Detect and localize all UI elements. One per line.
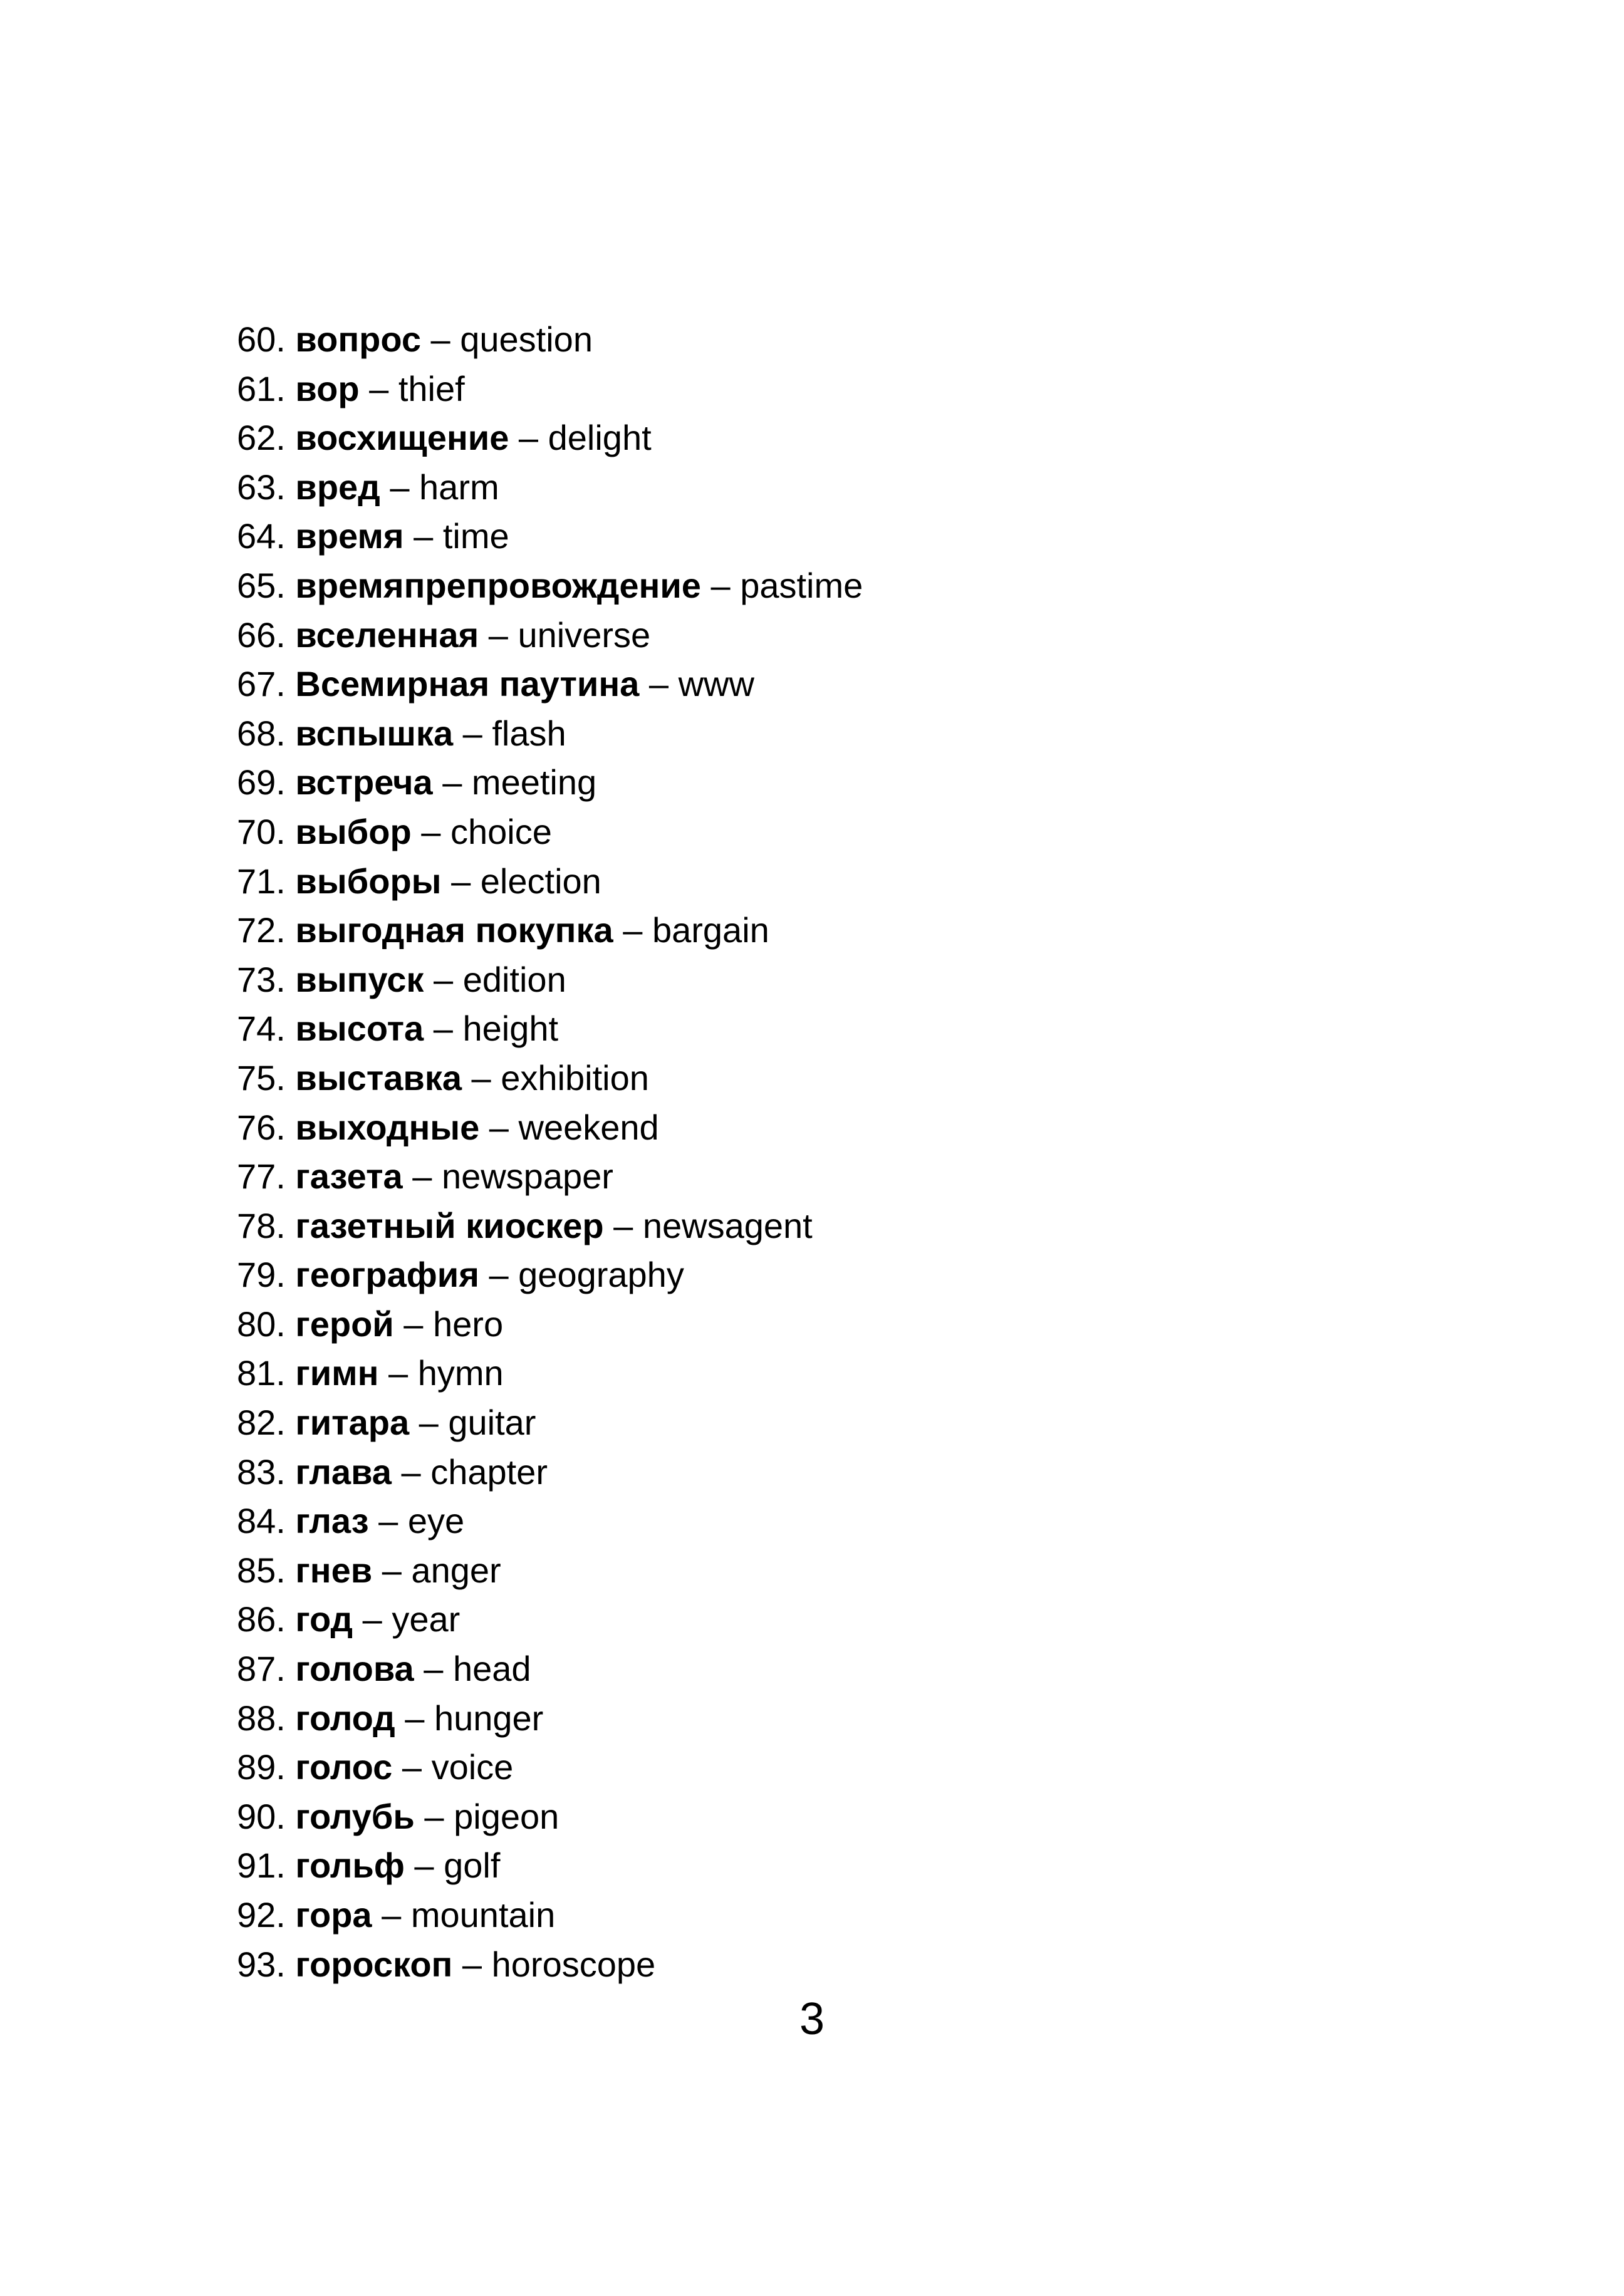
russian-word: глаз xyxy=(295,1501,369,1541)
vocabulary-entry xyxy=(237,1054,863,1103)
vocabulary-entry xyxy=(237,808,863,857)
separator-dash: – xyxy=(462,1944,482,1984)
russian-word: гимн xyxy=(295,1353,379,1393)
separator-dash: – xyxy=(414,516,434,556)
entry-number: 72. xyxy=(237,910,286,950)
english-translation: head xyxy=(452,1649,531,1689)
separator-dash: – xyxy=(414,1846,434,1886)
separator-dash: – xyxy=(369,368,389,408)
russian-word: восхищение xyxy=(295,418,509,458)
vocabulary-entry xyxy=(237,1940,863,1990)
entry-number: 77. xyxy=(237,1156,286,1197)
entry-number: 91. xyxy=(237,1846,286,1886)
russian-word: гитара xyxy=(295,1403,410,1443)
russian-word: география xyxy=(295,1255,479,1295)
english-translation: newspaper xyxy=(441,1156,613,1197)
vocabulary-entry xyxy=(237,758,863,808)
entry-number: 60. xyxy=(237,319,286,359)
vocabulary-entry xyxy=(237,660,863,709)
entry-number: 62. xyxy=(237,418,286,458)
entry-number: 65. xyxy=(237,565,286,605)
vocabulary-entry xyxy=(237,463,863,512)
separator-dash: – xyxy=(405,1698,425,1738)
russian-word: глава xyxy=(295,1452,392,1492)
entry-number: 80. xyxy=(237,1304,286,1344)
separator-dash: – xyxy=(382,1895,402,1935)
vocabulary-entry xyxy=(237,1398,863,1448)
russian-word: голова xyxy=(295,1649,414,1689)
separator-dash: – xyxy=(433,959,454,999)
vocabulary-entry xyxy=(237,1595,863,1644)
separator-dash: – xyxy=(489,1255,509,1295)
separator-dash: – xyxy=(613,1205,633,1245)
separator-dash: – xyxy=(648,664,669,704)
separator-dash: – xyxy=(403,1304,424,1344)
russian-word: год xyxy=(295,1599,353,1639)
russian-word: выбор xyxy=(295,811,412,851)
english-translation: eye xyxy=(407,1501,465,1541)
english-translation: chapter xyxy=(430,1452,548,1492)
russian-word: вопрос xyxy=(295,319,421,359)
english-translation: pigeon xyxy=(454,1796,560,1836)
separator-dash: – xyxy=(424,1649,444,1689)
separator-dash: – xyxy=(623,910,643,950)
entry-number: 67. xyxy=(237,664,286,704)
vocabulary-entry xyxy=(237,1202,863,1251)
vocabulary-entry xyxy=(237,1792,863,1842)
english-translation: voice xyxy=(431,1747,514,1787)
russian-word: выборы xyxy=(295,861,442,901)
english-translation: thief xyxy=(398,368,465,408)
vocabulary-entry xyxy=(237,1841,863,1891)
vocabulary-entry xyxy=(237,857,863,906)
entry-number: 89. xyxy=(237,1747,286,1787)
entry-number: 93. xyxy=(237,1944,286,1984)
entry-number: 92. xyxy=(237,1895,286,1935)
english-translation: flash xyxy=(492,713,566,753)
russian-word: времяпрепровождение xyxy=(295,565,701,605)
english-translation: meeting xyxy=(471,762,597,803)
vocabulary-entry xyxy=(237,1743,863,1792)
vocabulary-entry xyxy=(237,1004,863,1054)
russian-word: встреча xyxy=(295,762,433,803)
separator-dash: – xyxy=(430,319,450,359)
separator-dash: – xyxy=(710,565,731,605)
entry-number: 87. xyxy=(237,1649,286,1689)
separator-dash: – xyxy=(421,811,441,851)
russian-word: выгодная покупка xyxy=(295,910,613,950)
entry-number: 84. xyxy=(237,1501,286,1541)
russian-word: Всемирная паутина xyxy=(295,664,640,704)
entry-number: 76. xyxy=(237,1107,286,1147)
entry-number: 71. xyxy=(237,861,286,901)
entry-number: 68. xyxy=(237,713,286,753)
english-translation: geography xyxy=(518,1255,684,1295)
english-translation: question xyxy=(460,319,593,359)
english-translation: hero xyxy=(433,1304,504,1344)
separator-dash: – xyxy=(451,861,471,901)
english-translation: bargain xyxy=(652,910,769,950)
russian-word: голод xyxy=(295,1698,395,1738)
russian-word: вселенная xyxy=(295,615,479,655)
vocabulary-entry xyxy=(237,1300,863,1349)
entry-number: 85. xyxy=(237,1550,286,1590)
english-translation: weekend xyxy=(518,1107,659,1147)
vocabulary-entry xyxy=(237,365,863,414)
separator-dash: – xyxy=(401,1452,421,1492)
entry-number: 66. xyxy=(237,615,286,655)
english-translation: time xyxy=(442,516,509,556)
russian-word: гольф xyxy=(295,1846,405,1886)
english-translation: mountain xyxy=(410,1895,556,1935)
entry-number: 75. xyxy=(237,1057,286,1098)
russian-word: вор xyxy=(295,368,360,408)
vocabulary-entry xyxy=(237,1694,863,1743)
separator-dash: – xyxy=(378,1501,398,1541)
russian-word: голубь xyxy=(295,1796,415,1836)
english-translation: election xyxy=(480,861,601,901)
separator-dash: – xyxy=(424,1796,444,1836)
russian-word: время xyxy=(295,516,404,556)
vocabulary-entry xyxy=(237,955,863,1005)
english-translation: edition xyxy=(462,959,566,999)
entry-number: 74. xyxy=(237,1009,286,1049)
entry-number: 73. xyxy=(237,959,286,999)
vocabulary-entry xyxy=(237,1644,863,1694)
russian-word: высота xyxy=(295,1009,424,1049)
russian-word: голос xyxy=(295,1747,393,1787)
vocabulary-entry xyxy=(237,1103,863,1153)
russian-word: газета xyxy=(295,1156,403,1197)
english-translation: height xyxy=(462,1009,559,1049)
english-translation: anger xyxy=(411,1550,501,1590)
separator-dash: – xyxy=(382,1550,402,1590)
vocabulary-list xyxy=(237,315,863,1989)
vocabulary-entry xyxy=(237,1448,863,1497)
vocabulary-entry xyxy=(237,709,863,759)
english-translation: golf xyxy=(444,1846,501,1886)
russian-word: выпуск xyxy=(295,959,424,999)
separator-dash: – xyxy=(433,1009,453,1049)
english-translation: newsagent xyxy=(642,1205,813,1245)
separator-dash: – xyxy=(442,762,462,803)
english-translation: www xyxy=(678,664,754,704)
english-translation: hunger xyxy=(434,1698,544,1738)
entry-number: 88. xyxy=(237,1698,286,1738)
russian-word: газетный киоскер xyxy=(295,1205,604,1245)
vocabulary-entry xyxy=(237,512,863,561)
separator-dash: – xyxy=(419,1403,439,1443)
russian-word: выставка xyxy=(295,1057,462,1098)
entry-number: 64. xyxy=(237,516,286,556)
separator-dash: – xyxy=(471,1057,491,1098)
entry-number: 90. xyxy=(237,1796,286,1836)
separator-dash: – xyxy=(390,467,410,507)
vocabulary-entry xyxy=(237,1497,863,1546)
english-translation: universe xyxy=(518,615,651,655)
vocabulary-entry xyxy=(237,1152,863,1202)
english-translation: choice xyxy=(450,811,552,851)
entry-number: 61. xyxy=(237,368,286,408)
entry-number: 69. xyxy=(237,762,286,803)
english-translation: pastime xyxy=(740,565,863,605)
russian-word: гороскоп xyxy=(295,1944,453,1984)
separator-dash: – xyxy=(488,615,508,655)
english-translation: year xyxy=(392,1599,461,1639)
separator-dash: – xyxy=(402,1747,422,1787)
vocabulary-entry xyxy=(237,561,863,611)
page-number: 3 xyxy=(799,1994,825,2044)
russian-word: герой xyxy=(295,1304,394,1344)
entry-number: 78. xyxy=(237,1205,286,1245)
vocabulary-entry xyxy=(237,1250,863,1300)
vocabulary-entry xyxy=(237,611,863,660)
english-translation: delight xyxy=(548,418,652,458)
separator-dash: – xyxy=(362,1599,382,1639)
entry-number: 63. xyxy=(237,467,286,507)
vocabulary-entry xyxy=(237,906,863,955)
separator-dash: – xyxy=(412,1156,432,1197)
english-translation: exhibition xyxy=(501,1057,649,1098)
russian-word: вспышка xyxy=(295,713,454,753)
separator-dash: – xyxy=(489,1107,509,1147)
entry-number: 81. xyxy=(237,1353,286,1393)
separator-dash: – xyxy=(518,418,539,458)
russian-word: вред xyxy=(295,467,380,507)
separator-dash: – xyxy=(462,713,482,753)
vocabulary-entry xyxy=(237,1546,863,1596)
vocabulary-entry xyxy=(237,1891,863,1940)
entry-number: 86. xyxy=(237,1599,286,1639)
english-translation: hymn xyxy=(417,1353,504,1393)
english-translation: horoscope xyxy=(491,1944,656,1984)
vocabulary-entry xyxy=(237,413,863,463)
vocabulary-entry xyxy=(237,1349,863,1398)
russian-word: выходные xyxy=(295,1107,480,1147)
separator-dash: – xyxy=(388,1353,409,1393)
vocabulary-entry xyxy=(237,315,863,365)
english-translation: guitar xyxy=(448,1403,536,1443)
entry-number: 83. xyxy=(237,1452,286,1492)
entry-number: 70. xyxy=(237,811,286,851)
entry-number: 82. xyxy=(237,1403,286,1443)
entry-number: 79. xyxy=(237,1255,286,1295)
english-translation: harm xyxy=(419,467,499,507)
russian-word: гора xyxy=(295,1895,372,1935)
russian-word: гнев xyxy=(295,1550,373,1590)
